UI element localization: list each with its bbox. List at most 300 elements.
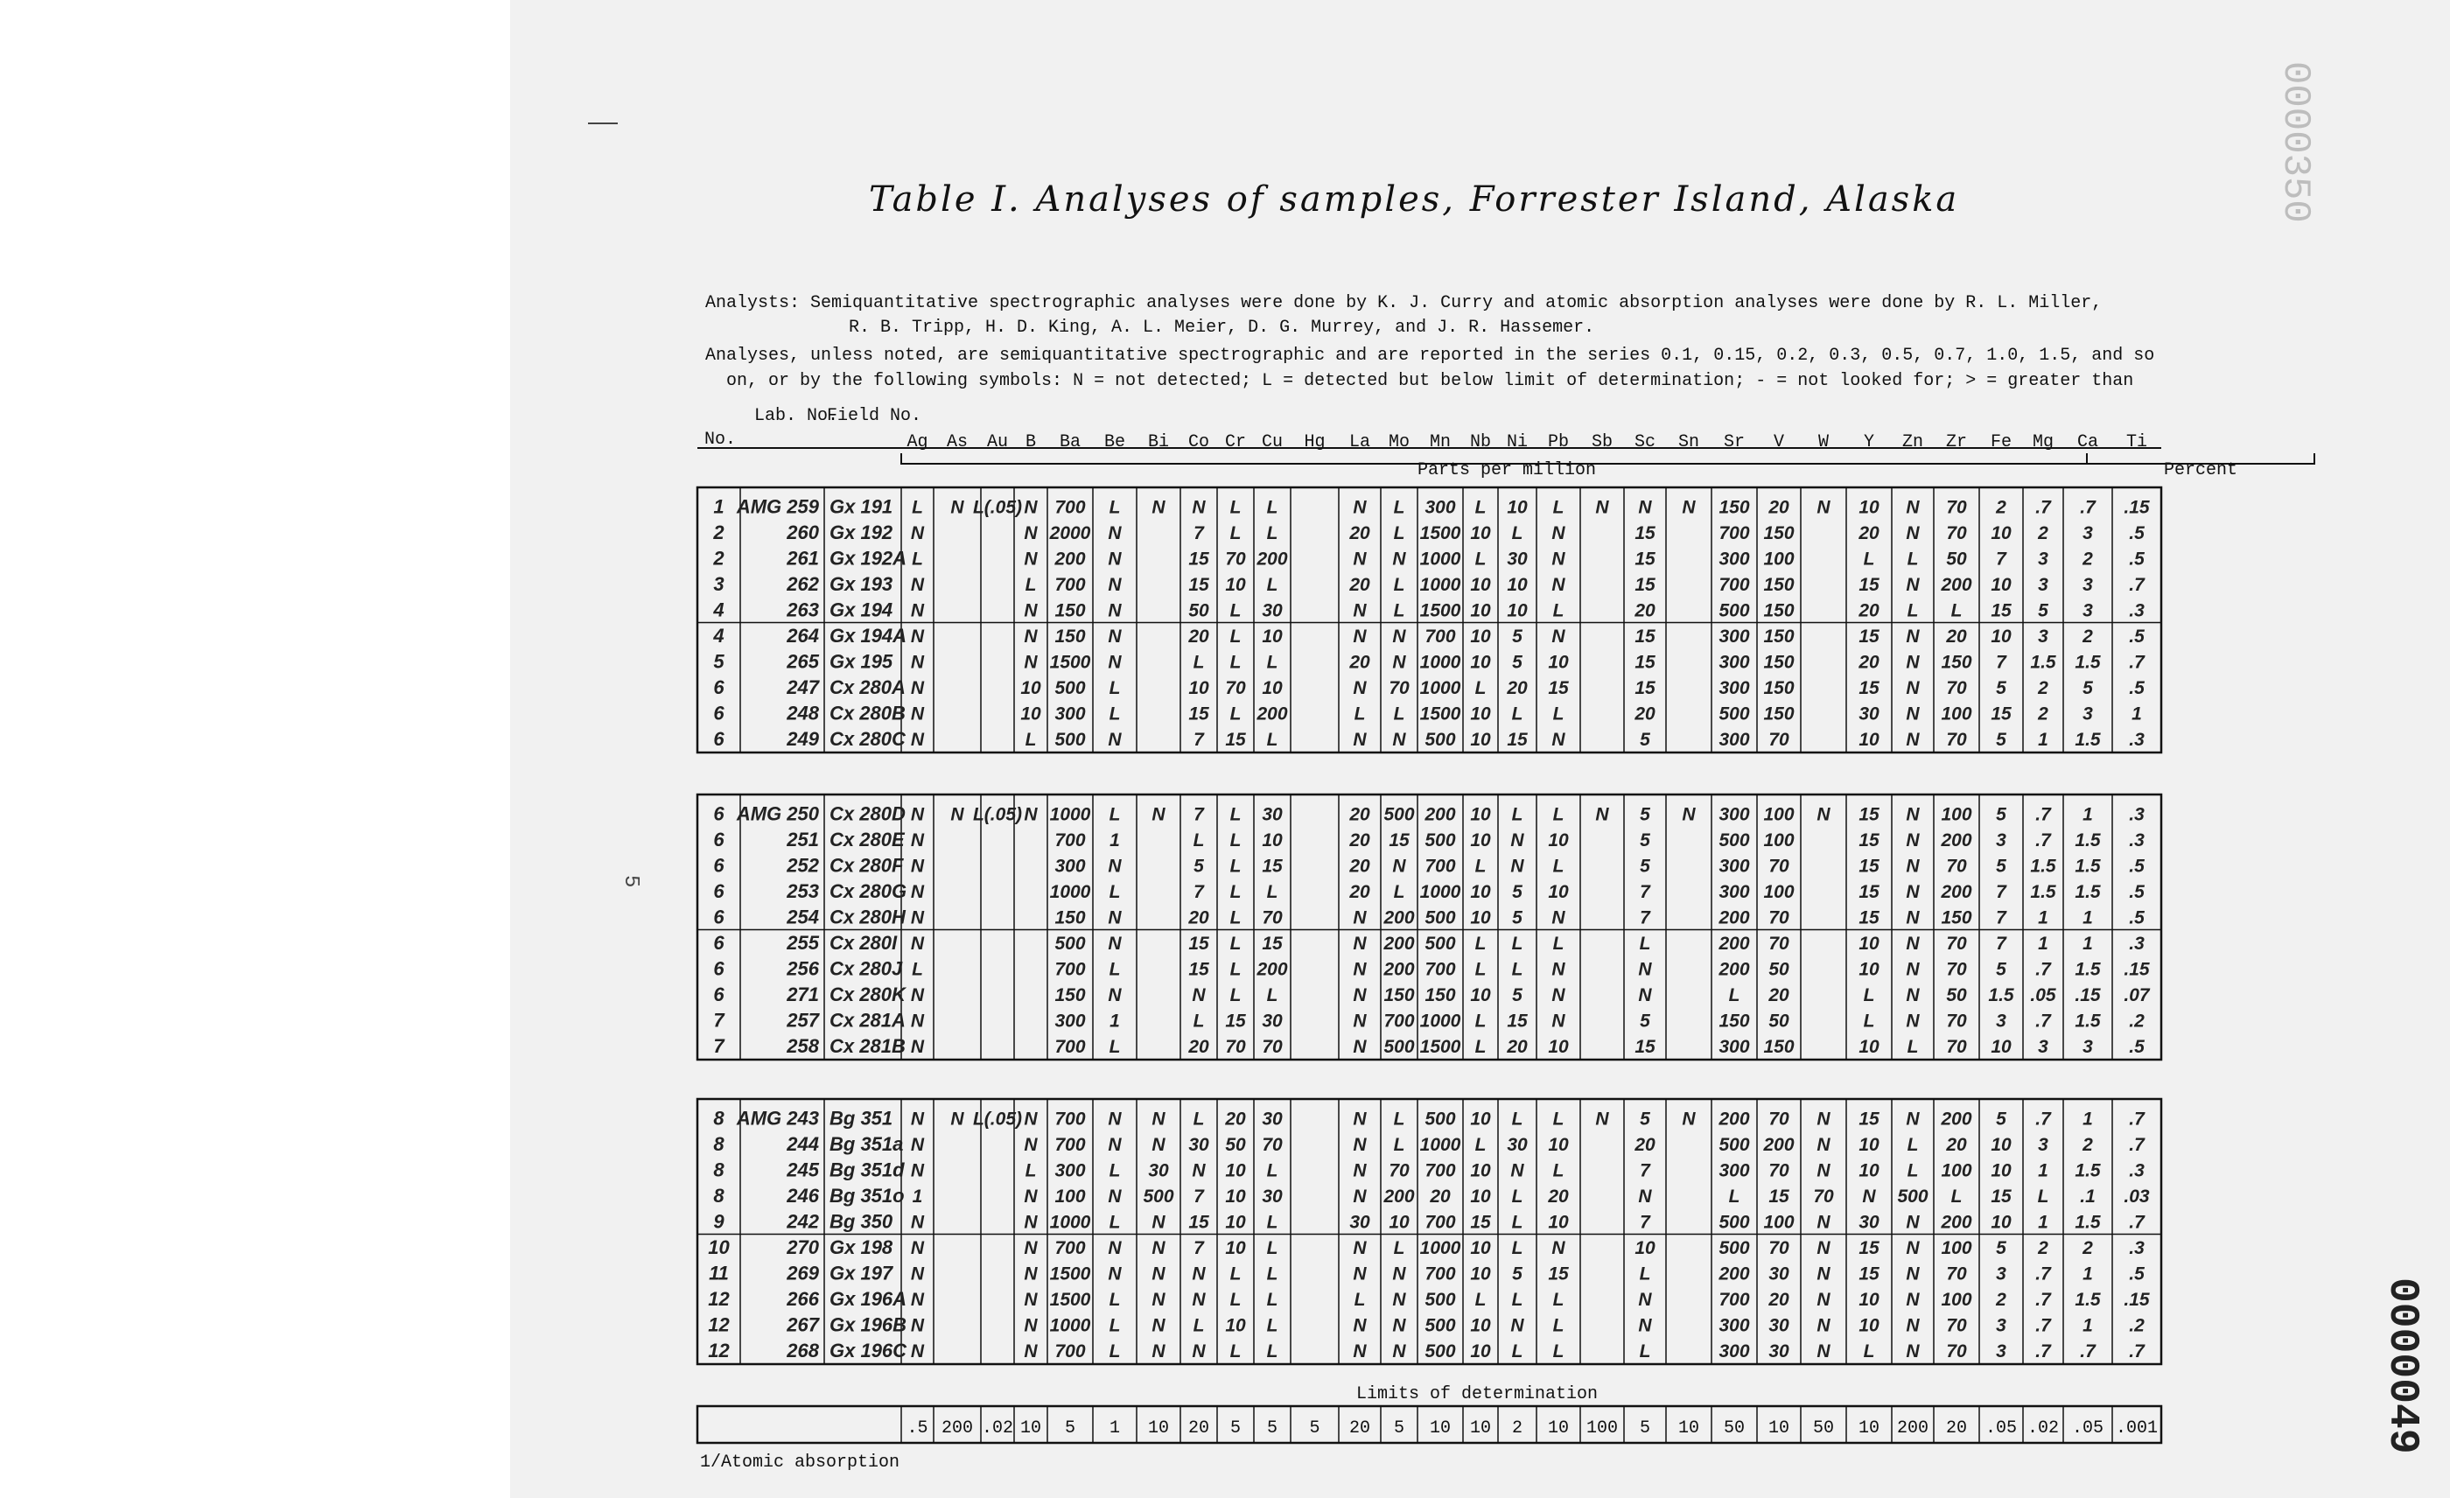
note-symbols: on, or by the following symbols: N = not detected; L = detected but below limit of determination; - = not looked for; > = greater than [726,371,2134,391]
table-cell: 3 [1996,830,2006,850]
header-element: W [1817,432,1830,452]
table-cell: N [1192,1264,1206,1284]
table-cell: 10 [1991,1037,2012,1057]
table-cell: 12 [708,1340,730,1362]
table-cell: N [1816,1238,1830,1258]
table-cell: 3 [2082,1037,2093,1057]
table-cell: Gx 198 [830,1236,893,1258]
table-cell: N [1024,1186,1038,1207]
header-element: Ba [1059,432,1082,452]
table-cell: N [1906,575,1920,595]
table-cell: 20 [1858,523,1880,543]
table-cell: N [1906,652,1920,673]
table-cell: Gx 196A [830,1288,907,1310]
limit-value: 5 [1266,1418,1278,1438]
table-cell: 1 [2082,934,2093,954]
table-cell: 500 [1424,1109,1456,1130]
table-cell: 3 [2082,575,2093,595]
header-element: Y [1863,432,1875,452]
table-cell: 70 [1389,678,1410,698]
header-element: Cr [1224,432,1247,452]
table-cell: 1 [1110,1011,1120,1032]
table-cell: L [1552,704,1564,724]
table-cell: L [1229,1290,1242,1310]
header-element: Mo [1388,432,1410,452]
table-cell: 1.5 [2075,730,2101,750]
table-cell: .2 [2129,1011,2145,1032]
table-cell: L [1266,652,1278,673]
table-cell: 2 [1996,1290,2006,1310]
table-cell: 100 [1763,882,1795,902]
table-cell: 6 [713,880,724,902]
table-cell: N [1152,1212,1166,1233]
table-cell: 6 [713,932,724,954]
table-cell: .7 [2035,1290,2051,1310]
table-cell: 10 [1548,1037,1569,1057]
table-cell: L [1229,497,1242,518]
table-cell: N [910,1109,925,1130]
table-cell: N [1108,730,1122,750]
table-cell: L [1552,1315,1564,1336]
table-cell: .15 [2075,985,2101,1005]
table-cell: .05 [2030,985,2056,1005]
table-cell: 15 [1991,1186,2012,1207]
table-cell: L [1193,1109,1205,1130]
table-cell: L [1511,1186,1523,1207]
table-cell: 3 [1996,1315,2006,1336]
table-cell: Gx 192 [830,522,893,543]
table-cell: L [1229,830,1242,850]
table-cell: 15 [1225,1011,1246,1032]
table-cell: 30 [1858,1212,1880,1233]
table-cell: L [1474,1037,1487,1057]
table-cell: 15 [1470,1212,1491,1233]
table-cell: 70 [1946,934,1967,954]
table-cell: L [2037,1186,2049,1207]
table-cell: 5 [1996,959,2006,980]
table-cell: 1.5 [2075,959,2101,980]
table-cell: 7 [713,1035,724,1057]
table-cell: .5 [2129,1264,2145,1284]
table-cell: N [910,730,925,750]
table-cell: Bg 351d [830,1158,905,1181]
table-cell: 150 [1763,652,1795,673]
limit-value: 50 [1812,1418,1835,1438]
table-cell: 9 [713,1210,724,1233]
table-cell: 1 [912,1186,923,1207]
table-cell: 1000 [1419,1135,1461,1155]
table-cell: N [1024,1109,1038,1130]
table-cell: 15 [1991,704,2012,724]
table-cell: 150 [1941,652,1972,673]
table-cell: 300 [1054,856,1086,877]
table-cell: 265 [787,650,819,673]
header-field-no: Field No. [827,406,922,426]
table-cell: 100 [1941,704,1972,724]
table-cell: 500 [1718,704,1750,724]
table-cell: N [1906,626,1920,647]
table-cell: N [1816,1290,1830,1310]
table-cell: L [1109,1037,1121,1057]
table-cell: 500 [1897,1186,1928,1207]
table-cell: N [1906,1212,1920,1233]
table-cell: 258 [787,1035,819,1057]
table-cell: N [1816,1160,1830,1181]
table-cell: 30 [1148,1160,1169,1181]
table-cell: 10 [1470,523,1491,543]
table-cell: L [1266,1238,1278,1258]
table-cell: 70 [1813,1186,1834,1207]
table-cell: N [910,1037,925,1057]
percent-label: Percent [2163,460,2238,480]
table-cell: .7 [2035,1341,2051,1362]
table-cell: N [1353,678,1367,698]
table-cell: N [1510,830,1524,850]
table-cell: L [1474,959,1487,980]
table-cell: N [1024,1290,1038,1310]
table-cell: 300 [1718,730,1750,750]
table-cell: 500 [1424,1315,1456,1336]
table-cell: 50 [1768,959,1789,980]
table-cell: Cx 280E [830,829,905,850]
table-cell: 10 [1470,730,1491,750]
table-cell: 7 [1996,882,2006,902]
table-cell: N [950,1109,964,1130]
table-cell: 247 [787,676,819,698]
table-cell: 1.5 [2075,830,2101,850]
table-cell: 70 [1768,856,1789,877]
table-cell: 300 [1718,626,1750,647]
table-cell: N [910,652,925,673]
table-cell: .7 [2035,804,2051,825]
header-element: B [1025,432,1037,452]
table-cell: 20 [1858,652,1880,673]
table-cell: 10 [1020,704,1041,724]
table-cell: N [1353,907,1367,928]
table-cell: L [1511,704,1523,724]
table-cell: 15 [1858,1109,1880,1130]
table-cell: 200 [1718,934,1750,954]
table-cell: 500 [1054,678,1086,698]
table-cell: 10 [1991,1135,2012,1155]
table-cell: N [1024,497,1038,518]
table-cell: 70 [1946,497,1967,518]
table-cell: 500 [1383,1037,1415,1057]
table-cell: L [1229,882,1242,902]
table-cell: 15 [1634,626,1656,647]
table-cell: 15 [1991,600,2012,621]
table-cell: N [1108,549,1122,570]
table-cell: L [1229,907,1242,928]
table-cell: N [1353,626,1367,647]
table-cell: 150 [1383,985,1415,1005]
table-cell: 1 [2082,1264,2093,1284]
table-cell: .5 [2129,1037,2145,1057]
header-element: Bi [1147,432,1170,452]
header-element: Sc [1634,432,1656,452]
table-cell: 30 [1349,1212,1370,1233]
table-cell: 2 [2038,1238,2048,1258]
table-cell: 2 [2082,626,2093,647]
limit-value: 20 [1348,1418,1371,1438]
table-cell: N [1353,497,1367,518]
table-cell: Cx 280F [830,854,904,877]
table-cell: 20 [1634,600,1656,621]
table-cell: .5 [2129,626,2145,647]
header-element: Cu [1261,432,1284,452]
table-cell: Cx 280J [830,957,903,980]
table-cell: 263 [787,598,819,621]
table-cell: N [1108,600,1122,621]
table-cell: L [1266,1315,1278,1336]
table-cell: N [1108,1264,1122,1284]
table-cell: 30 [1507,1135,1528,1155]
table-cell: N [1906,804,1920,825]
table-cell: 100 [1941,1290,1972,1310]
table-cell: N [910,626,925,647]
table-cell: 5 [1640,1109,1650,1130]
table-cell: 1.5 [2030,856,2056,877]
table-cell: Bg 351a [830,1133,904,1155]
table-cell: L [1109,1315,1121,1336]
table-cell: N [1551,1011,1565,1032]
table-cell: L [1266,1264,1278,1284]
table-cell: N [1024,1264,1038,1284]
table-cell: .5 [2129,907,2145,928]
table-cell: 10 [1470,882,1491,902]
table-cell: 251 [787,829,819,850]
table-cell: 254 [787,906,819,928]
table-cell: L [1229,704,1242,724]
table-cell: 50 [1946,985,1967,1005]
table-cell: L [1863,549,1875,570]
table-cell: N [1392,1290,1406,1310]
table-cell: L(.05) [972,1109,1023,1130]
table-cell: N [910,600,925,621]
table-cell: 3 [2082,600,2093,621]
table-cell: 244 [787,1133,819,1155]
table-cell: L [1907,600,1919,621]
table-cell: 70 [1946,523,1967,543]
table-cell: N [1108,652,1122,673]
table-cell: 2 [2082,1135,2093,1155]
table-cell: 1000 [1419,1011,1461,1032]
table-cell: 255 [787,932,819,954]
table-cell: N [1551,959,1565,980]
table-cell: 7 [1194,730,1204,750]
table-cell: 3 [2082,523,2093,543]
table-cell: N [1353,1135,1367,1155]
table-cell: 10 [1548,652,1569,673]
table-cell: L [1474,1290,1487,1310]
header-element: Mn [1429,432,1452,452]
table-cell: 10 [1470,1186,1491,1207]
table-cell: 15 [1768,1186,1789,1207]
table-cell: N [1816,1315,1830,1336]
table-cell: L [1229,523,1242,543]
table-cell: 20 [1349,523,1370,543]
table-cell: L [1393,1109,1405,1130]
table-cell: 70 [1768,1109,1789,1130]
table-cell: N [1108,1109,1122,1130]
limit-value: 10 [1147,1418,1170,1438]
table-cell: Cx 280C [830,728,906,750]
header-element: La [1348,432,1371,452]
table-cell: N [1906,1341,1920,1362]
table-cell: 70 [1946,1315,1967,1336]
table-cell: N [910,1238,925,1258]
table-cell: N [910,1212,925,1233]
table-cell: 150 [1763,678,1795,698]
table-cell: L [1552,1160,1564,1181]
table-cell: 15 [1858,856,1880,877]
table-cell: 5 [1996,1238,2006,1258]
table-cell: L [1907,549,1919,570]
limit-value: 5 [1309,1418,1320,1438]
table-cell: 30 [1768,1264,1789,1284]
table-cell: 700 [1718,1290,1750,1310]
table-cell: L [1109,678,1121,698]
table-cell: N [1816,1341,1830,1362]
limit-value: .001 [2115,1418,2159,1438]
limit-value: 200 [1896,1418,1929,1438]
table-cell: N [1024,1212,1038,1233]
limit-value: 10 [1429,1418,1452,1438]
table-cell: N [1108,856,1122,877]
table-cell: N [1638,985,1652,1005]
table-cell: L [1474,934,1487,954]
table-cell: 100 [1941,1238,1972,1258]
table-cell: 20 [1349,856,1370,877]
table-cell: 20 [1946,1135,1967,1155]
table-cell: 1000 [1419,882,1461,902]
table-cell: 100 [1054,1186,1086,1207]
table-cell: N [910,934,925,954]
table-cell: L [1229,959,1242,980]
table-cell: N [1024,600,1038,621]
table-cell: N [1816,804,1830,825]
table-cell: 10 [1991,1160,2012,1181]
table-cell: 700 [1054,497,1086,518]
table-cell: 1 [2038,730,2048,750]
table-cell: 15 [1188,704,1209,724]
table-cell: .7 [2129,1135,2145,1155]
table-cell: .3 [2129,830,2145,850]
table-cell: 300 [1718,1160,1750,1181]
table-cell: N [1682,1109,1696,1130]
table-cell: 500 [1718,830,1750,850]
table-cell: N [1192,985,1206,1005]
table-cell: 700 [1054,959,1086,980]
table-cell: 10 [1507,497,1528,518]
table-cell: N [1024,652,1038,673]
table-cell: 15 [1858,1264,1880,1284]
limit-value: .05 [2071,1418,2104,1438]
table-cell: 700 [1424,626,1456,647]
table-cell: 15 [1188,549,1209,570]
table-cell: 5 [1512,985,1522,1005]
table-cell: 15 [1507,1011,1528,1032]
table-cell: 6 [713,984,724,1005]
table-cell: L [1109,1341,1121,1362]
table-cell: L [1639,1341,1651,1362]
table-cell: N [1551,907,1565,928]
table-cell: 267 [787,1313,819,1336]
table-cell: .15 [2124,959,2150,980]
table-cell: N [1906,523,1920,543]
table-cell: 2 [2082,1238,2093,1258]
table-cell: L [1639,1264,1651,1284]
table-cell: 1500 [1049,1290,1091,1310]
table-cell: 6 [713,829,724,850]
table-cell: 10 [1470,1109,1491,1130]
table-cell: .7 [2035,1011,2051,1032]
table-cell: 257 [787,1009,819,1032]
table-cell: 10 [1548,830,1569,850]
table-cell: 1500 [1049,1264,1091,1284]
table-cell: 7 [1194,523,1204,543]
table-cell: 2000 [1049,523,1091,543]
table-cell: L [1109,804,1121,825]
table-cell: 7 [1640,907,1650,928]
table-cell: 15 [1858,830,1880,850]
table-cell: Gx 195 [830,650,893,673]
table-cell: 500 [1383,804,1415,825]
table-cell: 20 [1349,830,1370,850]
limit-value: .5 [906,1418,928,1438]
table-cell: Cx 281A [830,1009,906,1032]
table-cell: N [1108,1186,1122,1207]
table-cell: N [1392,549,1406,570]
table-cell: N [1816,497,1830,518]
table-cell: N [1906,1264,1920,1284]
table-cell: 3 [1996,1264,2006,1284]
table-cell: 1500 [1419,704,1461,724]
table-cell: L(.05) [972,497,1023,518]
table-cell: 5 [1640,1011,1650,1032]
table-cell: L [1863,1011,1875,1032]
table-cell: 10 [1858,959,1880,980]
table-cell: Gx 193 [830,573,893,595]
header-lab-no: Lab. No. [754,406,839,426]
table-cell: 10 [1548,882,1569,902]
table-cell: N [1906,882,1920,902]
table-cell: 500 [1718,1238,1750,1258]
table-cell: L [1109,1290,1121,1310]
table-cell: N [1024,1135,1038,1155]
table-cell: 1 [2038,934,2048,954]
table-cell: L(.05) [972,804,1023,825]
table-cell: Gx 196C [830,1340,907,1362]
table-cell: 700 [1424,959,1456,980]
table-cell: .7 [2035,1315,2051,1336]
table-cell: 15 [1225,730,1246,750]
archive-stamp-bottom: 0000049 [2378,1278,2426,1454]
table-cell: 300 [1718,856,1750,877]
table-cell: Cx 280A [830,676,906,698]
table-cell: N [910,704,925,724]
table-cell: 15 [1389,830,1410,850]
table-cell: 10 [1858,1290,1880,1310]
table-cell: 15 [1858,1238,1880,1258]
table-cell: N [1108,575,1122,595]
table-cell: 2 [2038,704,2048,724]
table-cell: 5 [1996,678,2006,698]
table-title: Table I. Analyses of samples, Forrester Island, Alaska [869,179,1960,220]
table-cell: L [1552,856,1564,877]
table-cell: 30 [1262,600,1283,621]
table-cell: L [1193,1011,1205,1032]
